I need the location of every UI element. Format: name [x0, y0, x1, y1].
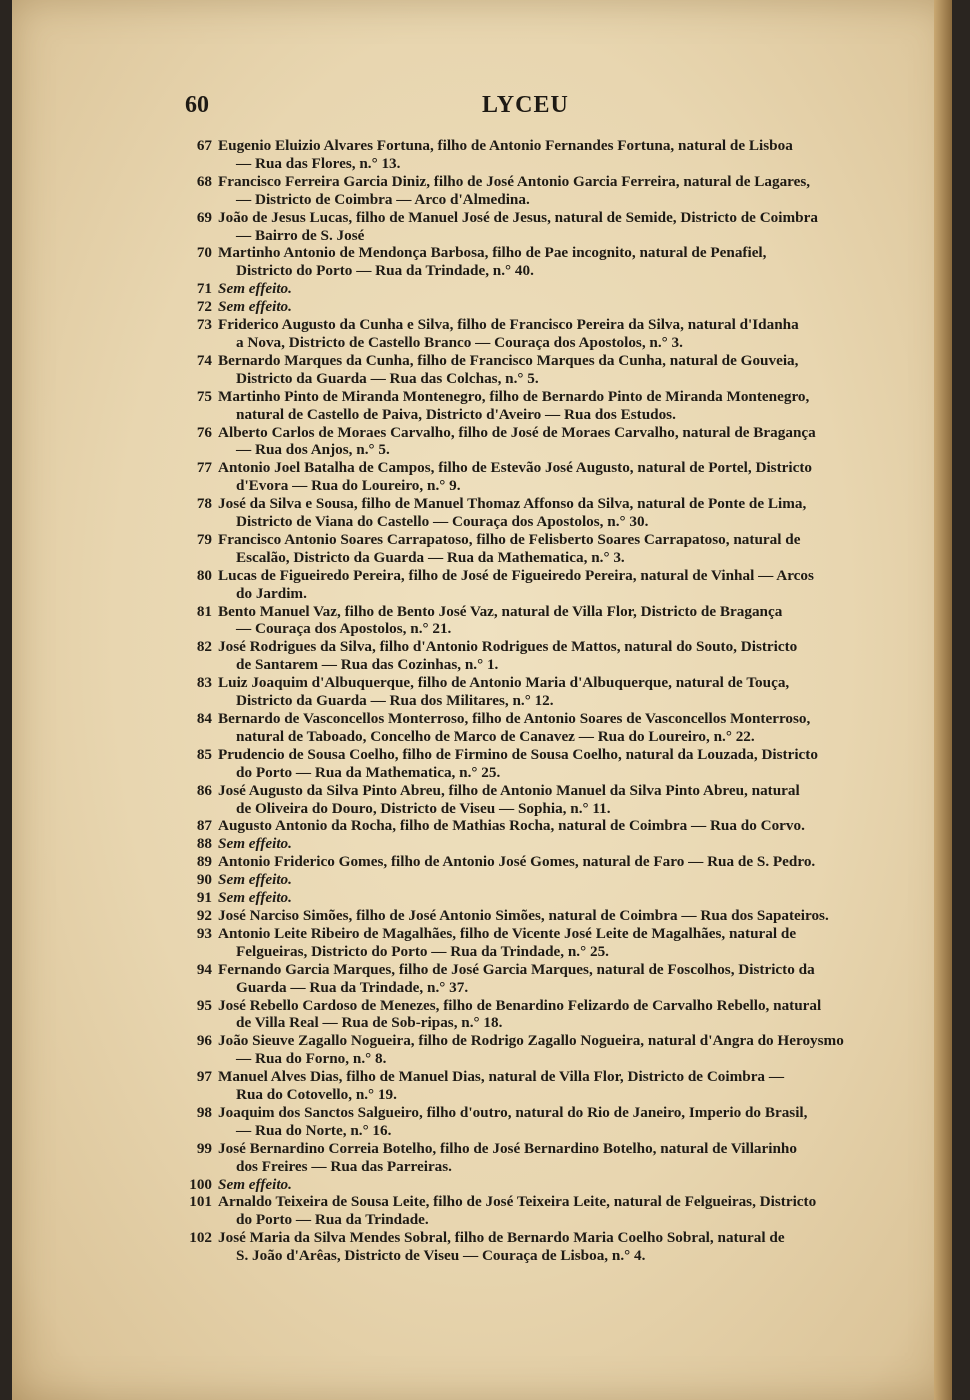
list-item	[172, 567, 877, 603]
entry-line: de Oliveira do Douro, Districto de Viseu — Sophia, n.° 11.	[236, 799, 611, 817]
entry-text	[218, 1032, 877, 1068]
list-item	[172, 817, 877, 835]
entry-line: Martinho Pinto de Miranda Montenegro, filho de Bernardo Pinto de Miranda Montenegro,	[218, 387, 810, 405]
entry-line: Districto do Porto — Rua da Trindade, n.° 40.	[236, 262, 534, 280]
entry-number: 92	[196, 906, 212, 924]
entry-line: Joaquim dos Sanctos Salgueiro, filho d'outro, natural do Rio de Janeiro, Imperio do Brasil,	[218, 1103, 808, 1121]
entry-line: Manuel Alves Dias, filho de Manuel Dias, natural de Villa Flor, Districto de Coimbra —	[218, 1068, 785, 1086]
entry-line: do Jardim.	[236, 584, 307, 602]
entry-text	[218, 316, 877, 352]
entry-number: 91	[196, 889, 212, 907]
list-item	[172, 137, 877, 173]
entry-number: 71	[196, 280, 212, 298]
entry-line: Arnaldo Teixeira de Sousa Leite, filho de José Teixeira Leite, natural de Felgueiras, Districto	[218, 1193, 817, 1211]
entry-text	[218, 961, 877, 997]
entry-line: Martinho Antonio de Mendonça Barbosa, filho de Pae incognito, natural de Penafiel,	[218, 244, 767, 262]
entry-number: 95	[196, 996, 212, 1014]
entry-number: 93	[196, 924, 212, 942]
entry-text	[218, 424, 877, 460]
entry-line: do Porto — Rua da Trindade.	[236, 1211, 429, 1229]
entry-number: 98	[196, 1103, 212, 1121]
entry-text	[218, 603, 877, 639]
entry-text	[218, 459, 877, 495]
list-item	[172, 889, 877, 907]
entry-text	[218, 209, 877, 245]
list-item	[172, 388, 877, 424]
entry-number: 81	[196, 602, 212, 620]
entry-line: de Santarem — Rua das Cozinhas, n.° 1.	[236, 656, 499, 674]
list-item	[172, 209, 877, 245]
entry-line: Felgueiras, Districto do Porto — Rua da Trindade, n.° 25.	[236, 942, 609, 960]
entry-number: 90	[196, 871, 212, 889]
entry-line: José Bernardino Correia Botelho, filho de José Bernardino Botelho, natural de Villarinho	[218, 1139, 797, 1157]
entry-line: — Couraça dos Apostolos, n.° 21.	[236, 620, 452, 638]
entry-line: Fernando Garcia Marques, filho de José Garcia Marques, natural de Foscolhos, Districto da	[218, 960, 815, 978]
entry-line: Lucas de Figueiredo Pereira, filho de José de Figueiredo Pereira, natural de Vinhal — Arcos	[218, 566, 814, 584]
list-item	[172, 961, 877, 997]
list-item	[172, 1140, 877, 1176]
entry-text	[218, 871, 877, 889]
entry-line: Sem effeito.	[218, 1175, 292, 1193]
entry-number: 101	[189, 1193, 212, 1211]
entry-line: João de Jesus Lucas, filho de Manuel José de Jesus, natural de Semide, Districto de Coimbra	[218, 208, 818, 226]
entry-line: Francisco Ferreira Garcia Diniz, filho de José Antonio Garcia Ferreira, natural de Lagares,	[218, 172, 811, 190]
entry-line: Alberto Carlos de Moraes Carvalho, filho de José de Moraes Carvalho, natural de Bragança	[218, 423, 816, 441]
list-item	[172, 280, 877, 298]
entry-text	[218, 1193, 877, 1229]
entry-number: 72	[196, 298, 212, 316]
entry-number: 67	[196, 137, 212, 154]
list-item	[172, 746, 877, 782]
list-item	[172, 1229, 877, 1265]
entry-line: Friderico Augusto da Cunha e Silva, filho de Francisco Pereira da Silva, natural d'Idanha	[218, 316, 799, 334]
entry-text	[218, 1104, 877, 1140]
list-item	[172, 638, 877, 674]
entry-number: 69	[196, 208, 212, 226]
list-item	[172, 997, 877, 1033]
entry-line: Augusto Antonio da Rocha, filho de Mathias Rocha, natural de Coimbra — Rua do Corvo.	[218, 817, 805, 835]
entry-line: Sem effeito.	[218, 835, 292, 853]
entry-number: 82	[196, 638, 212, 656]
entry-line: do Porto — Rua da Mathematica, n.° 25.	[236, 763, 501, 781]
entry-text	[218, 567, 877, 603]
entry-text	[218, 531, 877, 567]
list-item	[172, 298, 877, 316]
entry-text	[218, 782, 877, 818]
entry-number: 76	[196, 423, 212, 441]
entry-number: 68	[196, 172, 212, 190]
entry-text	[218, 710, 877, 746]
entry-number: 97	[196, 1068, 212, 1086]
entry-text	[218, 388, 877, 424]
entry-line: Francisco Antonio Soares Carrapatoso, filho de Felisberto Soares Carrapatoso, natural de	[218, 530, 801, 548]
entry-number: 87	[196, 817, 212, 835]
entry-line: Bernardo Marques da Cunha, filho de Francisco Marques da Cunha, natural de Gouveia,	[218, 351, 799, 369]
list-item	[172, 603, 877, 639]
entry-text	[218, 495, 877, 531]
list-item	[172, 1068, 877, 1104]
entry-line: Luiz Joaquim d'Albuquerque, filho de Antonio Maria d'Albuquerque, natural de Touça,	[218, 674, 790, 692]
list-item	[172, 1176, 877, 1194]
entry-text	[218, 853, 877, 871]
running-head: LYCEU	[482, 92, 569, 118]
list-item	[172, 853, 877, 871]
entry-text	[218, 674, 877, 710]
entry-line: Districto da Guarda — Rua dos Militares, n.° 12.	[236, 692, 554, 710]
entry-line: Guarda — Rua da Trindade, n.° 37.	[236, 978, 469, 996]
list-item	[172, 173, 877, 209]
entry-text	[218, 746, 877, 782]
list-item	[172, 352, 877, 388]
entry-line: José Narciso Simões, filho de José Antonio Simões, natural de Coimbra — Rua dos Sapateiros.	[218, 906, 829, 924]
entry-text	[218, 1176, 877, 1194]
list-item	[172, 316, 877, 352]
entry-line: d'Evora — Rua do Loureiro, n.° 9.	[236, 477, 461, 495]
entry-line: — Rua das Flores, n.° 13.	[236, 154, 401, 172]
entry-number: 77	[196, 459, 212, 477]
entry-line: Antonio Leite Ribeiro de Magalhães, filho de Vicente José Leite de Magalhães, natural de	[218, 924, 797, 942]
entry-number: 70	[196, 244, 212, 262]
list-item	[172, 1032, 877, 1068]
entry-line: Prudencio de Sousa Coelho, filho de Firmino de Sousa Coelho, natural da Louzada, Districto	[218, 745, 818, 763]
list-item	[172, 495, 877, 531]
entry-line: João Sieuve Zagallo Nogueira, filho de Rodrigo Zagallo Nogueira, natural d'Angra do Heroysmo	[218, 1032, 844, 1050]
entry-text	[218, 173, 877, 209]
entry-number: 83	[196, 674, 212, 692]
entry-line: Bernardo de Vasconcellos Monterroso, filho de Antonio Soares de Vasconcellos Monterroso,	[218, 710, 811, 727]
entry-line: de Villa Real — Rua de Sob-ripas, n.° 18.	[236, 1014, 503, 1032]
entry-text	[218, 907, 877, 925]
entry-line: José Maria da Silva Mendes Sobral, filho de Bernardo Maria Coelho Sobral, natural de	[218, 1229, 785, 1247]
entry-number: 99	[196, 1139, 212, 1157]
entry-line: José Rebello Cardoso de Menezes, filho de Benardino Felizardo de Carvalho Rebello, natural	[218, 996, 822, 1014]
entry-text	[218, 925, 877, 961]
entry-text	[218, 298, 877, 316]
entry-line: Antonio Joel Batalha de Campos, filho de Estevão José Augusto, natural de Portel, Districto	[218, 459, 812, 477]
entry-line: natural de Castello de Paiva, Districto d'Aveiro — Rua dos Estudos.	[236, 405, 676, 423]
list-item	[172, 907, 877, 925]
list-item	[172, 925, 877, 961]
entry-number: 74	[196, 351, 212, 369]
entry-text	[218, 835, 877, 853]
entry-text	[218, 352, 877, 388]
entry-number: 96	[196, 1032, 212, 1050]
entry-line: Sem effeito.	[218, 298, 292, 316]
entry-line: José Rodrigues da Silva, filho d'Antonio Rodrigues de Mattos, natural do Souto, Districto	[218, 638, 798, 656]
list-item	[172, 459, 877, 495]
list-item	[172, 244, 877, 280]
entry-line: a Nova, Districto de Castello Branco — Couraça dos Apostolos, n.° 3.	[236, 333, 683, 351]
entry-line: Bento Manuel Vaz, filho de Bento José Vaz, natural de Villa Flor, Districto de Bragança	[218, 602, 783, 620]
page-number: 60	[185, 92, 209, 118]
entry-line: natural de Taboado, Concelho de Marco de Canavez — Rua do Loureiro, n.° 22.	[236, 727, 755, 745]
list-item	[172, 871, 877, 889]
list-item	[172, 835, 877, 853]
list-item	[172, 674, 877, 710]
entry-number: 78	[196, 495, 212, 513]
page-header	[172, 92, 872, 128]
entry-line: Sem effeito.	[218, 871, 292, 889]
entry-line: dos Freires — Rua das Parreiras.	[236, 1157, 452, 1175]
entry-line: S. João d'Arêas, Districto de Viseu — Couraça de Lisboa, n.° 4.	[236, 1247, 646, 1265]
entry-text	[218, 889, 877, 907]
entry-line: Eugenio Eluizio Alvares Fortuna, filho de Antonio Fernandes Fortuna, natural de Lisboa	[218, 137, 793, 154]
entry-line: Rua do Cotovello, n.° 19.	[236, 1086, 397, 1104]
entry-line: José da Silva e Sousa, filho de Manuel Thomaz Affonso da Silva, natural de Ponte de Lima,	[218, 495, 807, 513]
entry-text	[218, 280, 877, 298]
entry-text	[218, 638, 877, 674]
entry-line: — Rua dos Anjos, n.° 5.	[236, 441, 390, 459]
book-page	[12, 0, 952, 1400]
entry-line: José Augusto da Silva Pinto Abreu, filho de Antonio Manuel da Silva Pinto Abreu, natural	[218, 781, 800, 799]
entry-text	[218, 1140, 877, 1176]
entry-line: Districto da Guarda — Rua das Colchas, n.° 5.	[236, 369, 539, 387]
entry-number: 80	[196, 566, 212, 584]
list-item	[172, 531, 877, 567]
entry-number: 89	[196, 853, 212, 871]
list-item	[172, 782, 877, 818]
entry-line: Districto de Viana do Castello — Couraça dos Apostolos, n.° 30.	[236, 513, 649, 531]
entry-text	[218, 1068, 877, 1104]
entry-line: Escalão, Districto da Guarda — Rua da Mathematica, n.° 3.	[236, 548, 625, 566]
entry-line: Sem effeito.	[218, 889, 292, 907]
entry-number: 86	[196, 781, 212, 799]
entry-text	[218, 817, 877, 835]
list-item	[172, 1104, 877, 1140]
list-item	[172, 1193, 877, 1229]
entry-number: 85	[196, 745, 212, 763]
page-spine	[934, 0, 952, 1400]
entry-text	[218, 137, 877, 173]
entry-number: 84	[196, 710, 212, 727]
entry-text	[218, 1229, 877, 1265]
entry-number: 88	[196, 835, 212, 853]
student-list	[172, 137, 877, 1265]
entry-number: 75	[196, 387, 212, 405]
entry-line: — Districto de Coimbra — Arco d'Almedina.	[236, 190, 530, 208]
entry-number: 94	[196, 960, 212, 978]
entry-number: 73	[196, 316, 212, 334]
entry-line: — Rua do Forno, n.° 8.	[236, 1050, 387, 1068]
list-item	[172, 424, 877, 460]
entry-number: 79	[196, 530, 212, 548]
entry-line: Sem effeito.	[218, 280, 292, 298]
entry-line: — Bairro de S. José	[236, 226, 365, 244]
entry-number: 100	[189, 1175, 212, 1193]
entry-line: Antonio Friderico Gomes, filho de Antonio José Gomes, natural de Faro — Rua de S. Pedro.	[218, 853, 816, 871]
entry-number: 102	[189, 1229, 212, 1247]
list-item	[172, 710, 877, 746]
entry-line: — Rua do Norte, n.° 16.	[236, 1121, 392, 1139]
entry-text	[218, 244, 877, 280]
entry-text	[218, 997, 877, 1033]
